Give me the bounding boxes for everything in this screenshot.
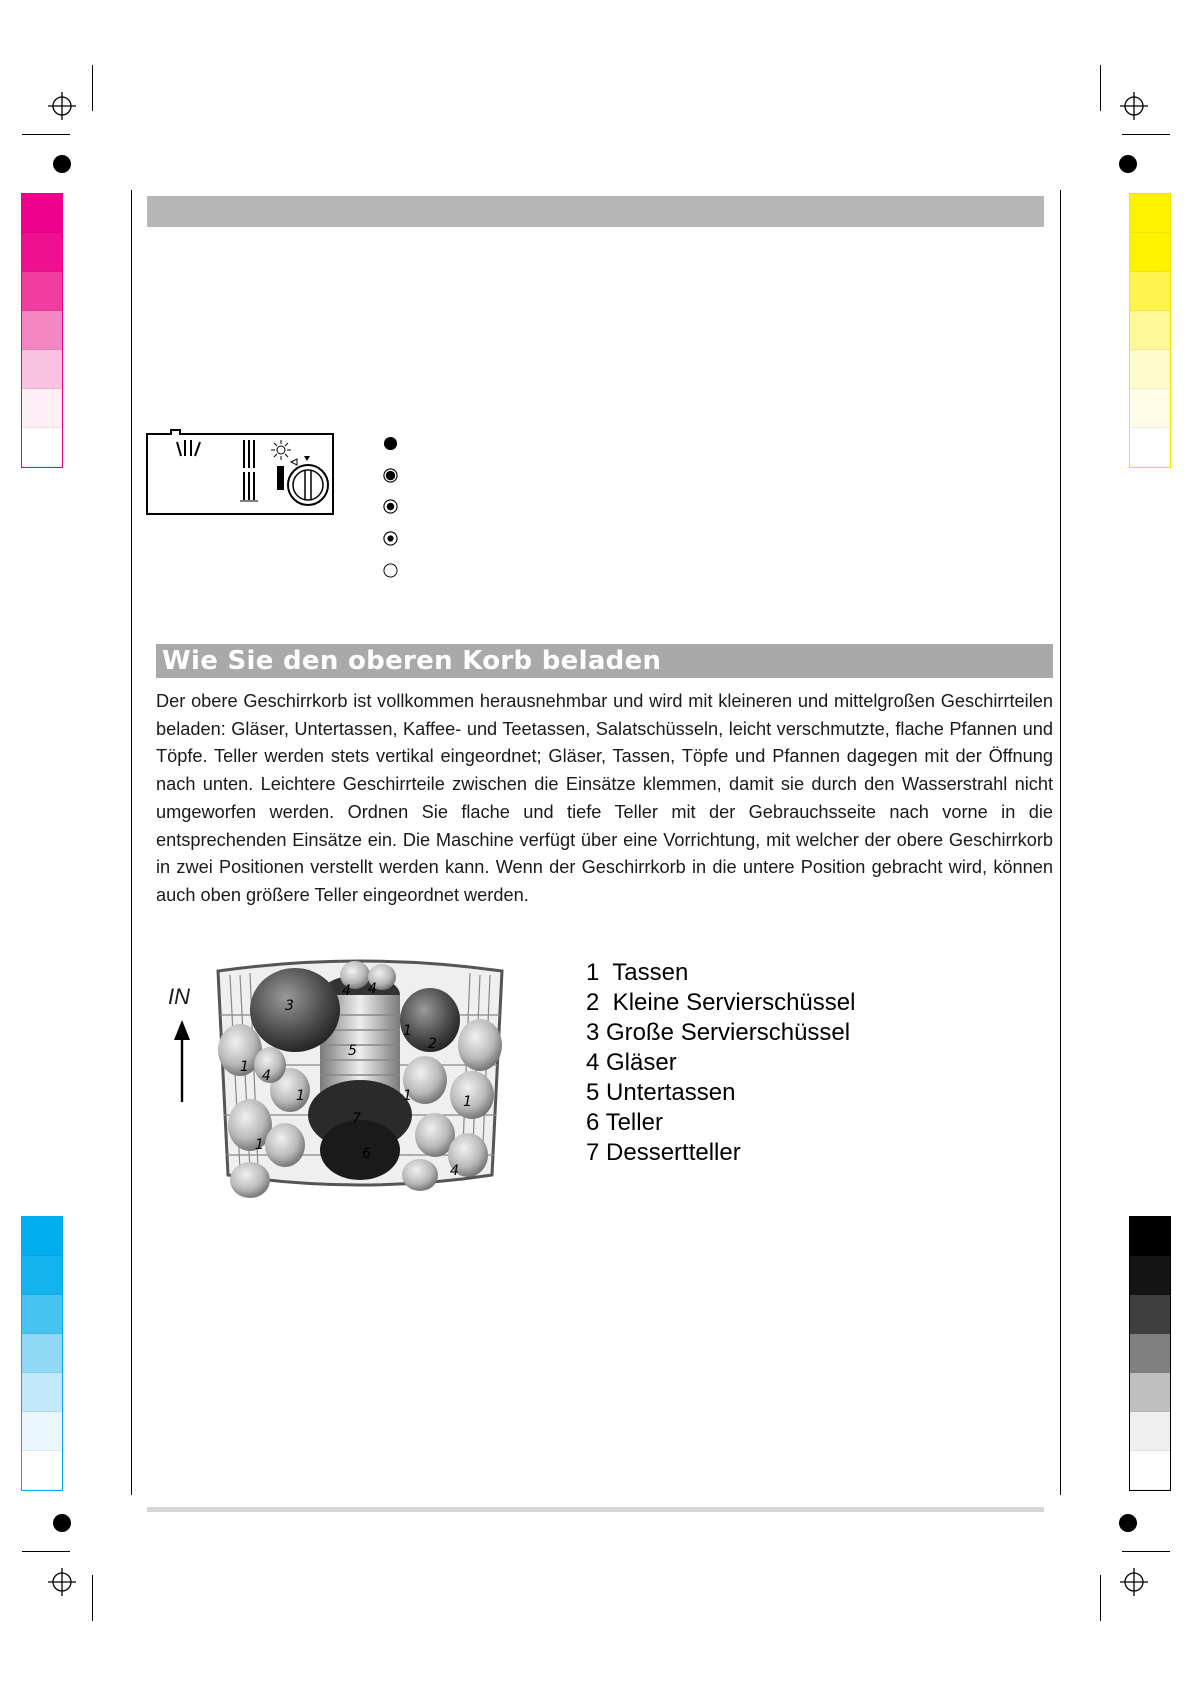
color-swatch [22, 1217, 62, 1256]
basket-label: 2 [428, 1036, 437, 1052]
body-paragraph: Der obere Geschirrkorb ist vollkommen herausnehmbar und wird mit kleineren und mittelgroßen Geschirrteilen beladen: Gläser, Untertassen, Kaffee- und Teetassen, Salatschüsseln, leicht verschmutzte, flache Pfannen und Töpfe. Teller werden stets vertikal eingeordnet; Gläser, Tassen, Töpfe und Pfannen dagegen mit der Öffnung nach unten. Leichtere Geschirrteile zwischen die Einsätze klemmen, damit sie durch den Wasserstrahl nicht umgeworfen werden. Ordnen Sie flache und tiefe Teller mit der Gebrauchsseite nach vorne in die entsprechenden Einsätze ein. Die Maschine verfügt über eine Vorrichtung, mit welcher der obere Geschirrkorb in zwei Positionen verstellt werden kann. Wenn der Geschirrkorb in die untere Position gebracht wird, können auch oben größere Teller eingeordnet werden. [156, 691, 1053, 905]
crop-mark [1122, 134, 1170, 135]
color-swatch [22, 194, 62, 233]
color-swatch [22, 233, 62, 272]
color-swatch [22, 1256, 62, 1295]
rinse-aid-dispenser-diagram [145, 420, 385, 515]
basket-label: 7 [352, 1111, 361, 1127]
registration-mark-icon [48, 1568, 76, 1596]
basket-label: 1 [463, 1094, 472, 1110]
color-swatch [1130, 272, 1170, 311]
page-margin-line [1060, 190, 1061, 1495]
registration-dot [53, 1514, 71, 1532]
color-swatch [1130, 1295, 1170, 1334]
color-swatch [22, 1373, 62, 1412]
crop-mark [22, 134, 70, 135]
arrow-up-icon [171, 1018, 193, 1104]
registration-dot [53, 155, 71, 173]
legend-item: 5 Untertassen [586, 1079, 736, 1106]
legend-item: 2 Kleine Servierschüssel [586, 989, 856, 1016]
crop-mark [1122, 1551, 1170, 1552]
page-footer-band [147, 1507, 1044, 1512]
color-swatch [22, 272, 62, 311]
registration-dot [1119, 1514, 1137, 1532]
legend-item: 7 Dessertteller [586, 1139, 741, 1166]
color-swatch [1130, 1256, 1170, 1295]
color-swatch [1130, 1217, 1170, 1256]
basket-label: 1 [240, 1059, 249, 1075]
legend-item: 4 Gläser [586, 1049, 677, 1076]
color-swatch [1130, 311, 1170, 350]
color-swatch [1130, 194, 1170, 233]
indicator-empty-icon [383, 563, 398, 578]
color-swatch [22, 311, 62, 350]
crop-mark [22, 1551, 70, 1552]
legend-item: 1 Tassen [586, 959, 689, 986]
basket-label: 4 [262, 1068, 271, 1084]
color-swatch [22, 350, 62, 389]
section-title: Wie Sie den oberen Korb beladen [156, 644, 1053, 678]
crop-mark [92, 65, 93, 111]
color-swatch [22, 428, 62, 467]
color-swatch [22, 1451, 62, 1490]
legend-item: 6 Teller [586, 1109, 663, 1136]
registration-mark-icon [1120, 92, 1148, 120]
basket-label: 1 [403, 1088, 412, 1104]
registration-mark-icon [1120, 1568, 1148, 1596]
basket-label: 5 [348, 1043, 357, 1059]
legend-item: 3 Große Servierschüssel [586, 1019, 851, 1046]
crop-mark [1100, 1575, 1101, 1621]
basket-label: 1 [403, 1023, 412, 1039]
registration-mark-icon [48, 92, 76, 120]
crop-mark [92, 1575, 93, 1621]
basket-legend [586, 958, 986, 1168]
yellow-color-bar [1129, 193, 1171, 468]
registration-dot [1119, 155, 1137, 173]
basket-label: 6 [362, 1146, 371, 1162]
black-color-bar [1129, 1216, 1171, 1491]
color-swatch [1130, 1412, 1170, 1451]
direction-label: IN [168, 984, 190, 1009]
magenta-color-bar [21, 193, 63, 468]
basket-label: 4 [450, 1163, 459, 1179]
color-swatch [22, 389, 62, 428]
fill-level-indicator [383, 436, 403, 594]
indicator-low-icon [383, 531, 398, 546]
color-swatch [1130, 350, 1170, 389]
color-swatch [1130, 389, 1170, 428]
page-margin-line [131, 190, 132, 1495]
basket-label: 1 [296, 1088, 305, 1104]
page-header-band [147, 196, 1044, 227]
color-swatch [1130, 1373, 1170, 1412]
color-swatch [1130, 1334, 1170, 1373]
indicator-high-icon [383, 468, 398, 483]
color-swatch [22, 1295, 62, 1334]
crop-mark [1100, 65, 1101, 111]
color-swatch [1130, 1451, 1170, 1490]
indicator-full-icon [383, 436, 398, 451]
color-swatch [22, 1412, 62, 1451]
color-swatch [1130, 428, 1170, 467]
basket-label: 3 [285, 998, 294, 1014]
cyan-color-bar [21, 1216, 63, 1491]
basket-label: 1 [255, 1137, 264, 1153]
indicator-medium-icon [383, 499, 398, 514]
upper-basket-illustration [210, 955, 510, 1210]
color-swatch [1130, 233, 1170, 272]
basket-label: 4 [342, 983, 351, 999]
basket-label: 4 [368, 981, 377, 997]
color-swatch [22, 1334, 62, 1373]
